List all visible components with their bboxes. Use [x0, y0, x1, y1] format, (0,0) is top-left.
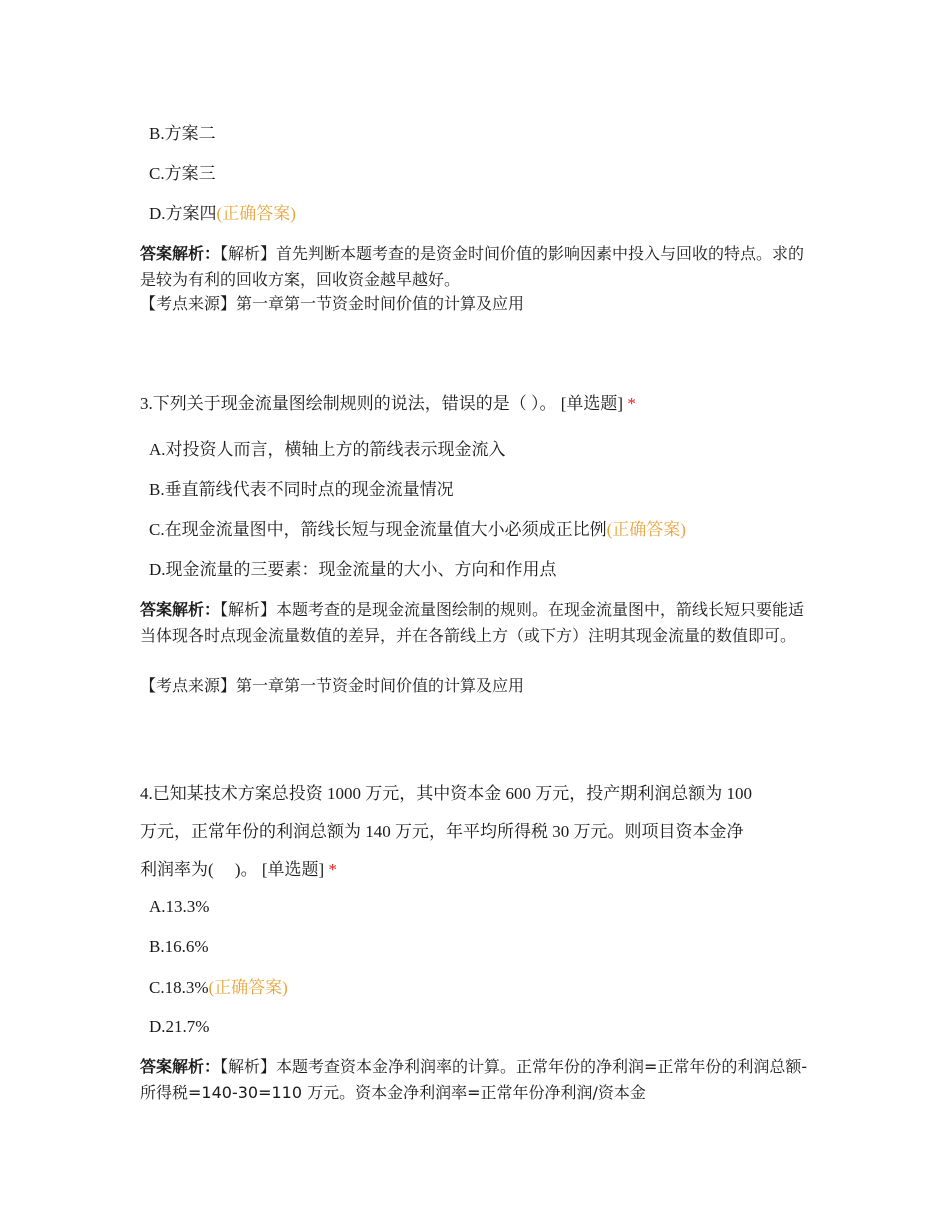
q3-option-a[interactable]: A.对投资人而言，横轴上方的箭线表示现金流入 — [149, 440, 506, 459]
correct-answer-tag: (正确答案) — [216, 204, 296, 223]
q3-option-c[interactable]: C.在现金流量图中，箭线长短与现金流量值大小必须成正比例(正确答案) — [149, 520, 686, 539]
analysis-text: 【解析】首先判断本题考查的是资金时间价值的影响因素中投入与回收的特点。求的是较为有利的回收方案，回收资金越早越好。 — [140, 244, 805, 289]
q3-source: 【考点来源】第一章第一节资金时间价值的计算及应用 — [140, 676, 525, 695]
q2-option-b[interactable]: B.方案二 — [149, 124, 216, 143]
analysis-label: 答案解析： — [140, 244, 221, 263]
q3-option-b[interactable]: B.垂直箭线代表不同时点的现金流量情况 — [149, 480, 454, 499]
q2-analysis — [140, 241, 815, 293]
q3-analysis — [140, 597, 815, 649]
analysis-label: 答案解析： — [140, 600, 221, 619]
q4-option-d[interactable]: D.21.7% — [149, 1017, 210, 1036]
analysis-text: 【解析】本题考查资本金净利润率的计算。正常年份的净利润=正常年份的利润总额-所得税=140-30=110 万元。资本金净利润率=正常年份净利润/资本金 — [140, 1057, 808, 1102]
analysis-label: 答案解析： — [140, 1057, 221, 1076]
correct-answer-tag: (正确答案) — [208, 978, 288, 997]
q4-stem: 4.已知某技术方案总投资 1000 万元，其中资本金 600 万元，投产期利润总额为 100 万元，正常年份的利润总额为 140 万元，年平均所得税 30 万元。则项目资本金净 利润率为( )。 [单选题] * — [140, 784, 752, 879]
required-marker: * — [627, 394, 636, 413]
required-marker: * — [328, 860, 337, 879]
q4-option-b[interactable]: B.16.6% — [149, 937, 209, 956]
q4-option-a[interactable]: A.13.3% — [149, 897, 210, 916]
correct-answer-tag: (正确答案) — [606, 520, 686, 539]
q4-option-c[interactable]: C.18.3%(正确答案) — [149, 978, 288, 997]
q2-option-d[interactable]: D.方案四(正确答案) — [149, 204, 296, 223]
analysis-text: 【解析】本题考查的是现金流量图绘制的规则。在现金流量图中，箭线长短只要能适当体现各时点现金流量数值的差异，并在各箭线上方（或下方）注明其现金流量的数值即可。 — [140, 600, 805, 645]
q2-source: 【考点来源】第一章第一节资金时间价值的计算及应用 — [140, 294, 525, 313]
q3-stem: 3.下列关于现金流量图绘制规则的说法，错误的是（ ）。 [单选题] * — [140, 394, 636, 413]
q4-analysis — [140, 1054, 815, 1106]
q2-option-c[interactable]: C.方案三 — [149, 164, 216, 183]
q3-option-d[interactable]: D.现金流量的三要素：现金流量的大小、方向和作用点 — [149, 560, 557, 579]
